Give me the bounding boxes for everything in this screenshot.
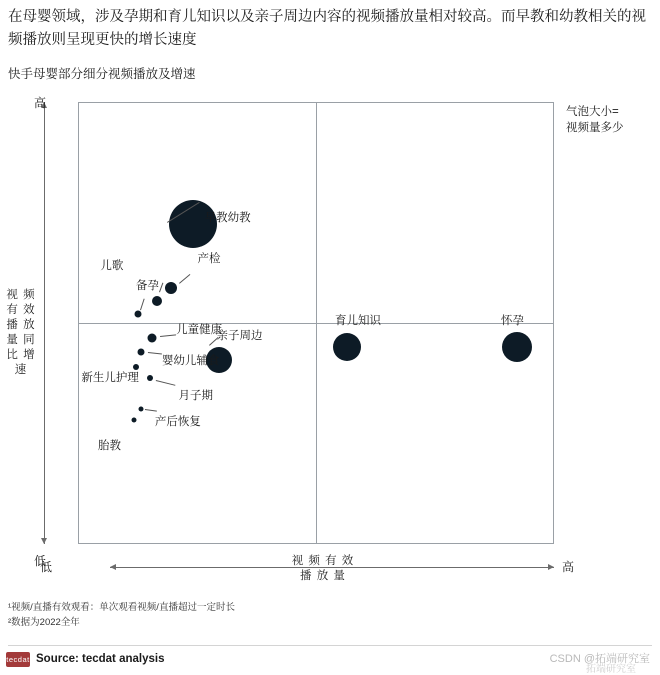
y-axis-arrow [44,102,45,544]
y-axis-title: 视 频 有 效 播 放 量 同 比 增 速 [6,289,36,376]
bubble-chanhouhuifu[interactable] [138,406,143,411]
headline: 在母婴领域，涉及孕期和育儿知识以及亲子周边内容的视频播放量相对较高。而早教和幼教相关的视频播放则呈现更快的增长速度 [8,9,646,48]
x-axis-high-label: 高 [562,560,575,574]
point-label-ertongjiankang: 儿童健康 [176,323,223,336]
legend-note-line2: 视频量多少 [566,122,624,134]
point-label-beiyun: 备孕 [135,279,159,292]
leader-line-chanjian [179,274,190,284]
x-axis-low-label: 低 [40,560,53,574]
x-axis-title [268,554,378,584]
leader-line-yingyouerfushi [148,352,162,354]
plot-frame [78,102,554,544]
chart-area [0,90,660,590]
point-label-yingyouerfushi: 婴幼儿辅食 [161,354,220,367]
bubble-yuezi[interactable] [147,375,153,381]
bubble-erge[interactable] [135,311,142,318]
bubble-taijiao[interactable] [131,417,136,422]
bubble-yingyouerfushi[interactable] [137,348,144,355]
leader-line-chanhouhuifu [145,409,157,412]
bubble-huaiyun[interactable] [502,332,532,362]
chart-subtitle: 快手母婴部分细分视频播放及增速 [8,67,196,81]
leader-line-ertongjiankang [160,335,176,338]
leader-line-erge [140,298,145,310]
bubble-beiyun[interactable] [152,296,162,306]
point-label-yuerzhishi: 育儿知识 [334,315,381,327]
quadrant-horizontal-line [79,323,553,324]
point-label-chanjian: 产检 [197,253,221,266]
watermark-csdn: CSDN @拓端研究室 [549,653,650,665]
tecdat-logo: tecdat [6,652,30,667]
footnotes [8,600,235,630]
footnote-1: ¹视频/直播有效观看：单次观看视频/直播超过一定时长 [8,602,235,613]
bubble-chanjian[interactable] [165,282,177,294]
point-label-chanhouhuifu: 产后恢复 [154,416,201,429]
point-label-yuezi: 月子期 [178,389,214,402]
point-label-qinzizhoubian: 亲子周边 [216,330,263,343]
y-axis-high-label: 高 [34,96,47,110]
point-label-xinshengerhuli: 新生儿护理 [81,372,139,385]
leader-line-beiyun [159,283,163,293]
watermark-secondary: 拓端研究室 [586,664,636,675]
point-label-erge: 儿歌 [100,260,124,272]
bubble-ertongjiankang[interactable] [148,334,157,343]
bubble-yuerzhishi[interactable] [333,333,361,361]
y-axis-low-label: 低 [34,554,47,568]
source-label: Source: tecdat analysis [36,653,165,665]
legend-note-line1: 气泡大小= [566,106,619,118]
point-label-huaiyun: 怀孕 [500,315,524,327]
x-axis-title-line1: 视 频 有 效 [291,555,355,567]
x-axis-title-line2: 播 放 量 [300,570,346,582]
legend-note [566,104,624,136]
leader-line-yuezi [156,380,176,386]
point-label-taijiao: 胎教 [97,440,121,453]
point-label-zaojiaoyoujiao: 早教幼教 [204,211,251,224]
footer-divider [8,645,652,646]
footnote-2: ²数据为2022全年 [8,617,80,628]
